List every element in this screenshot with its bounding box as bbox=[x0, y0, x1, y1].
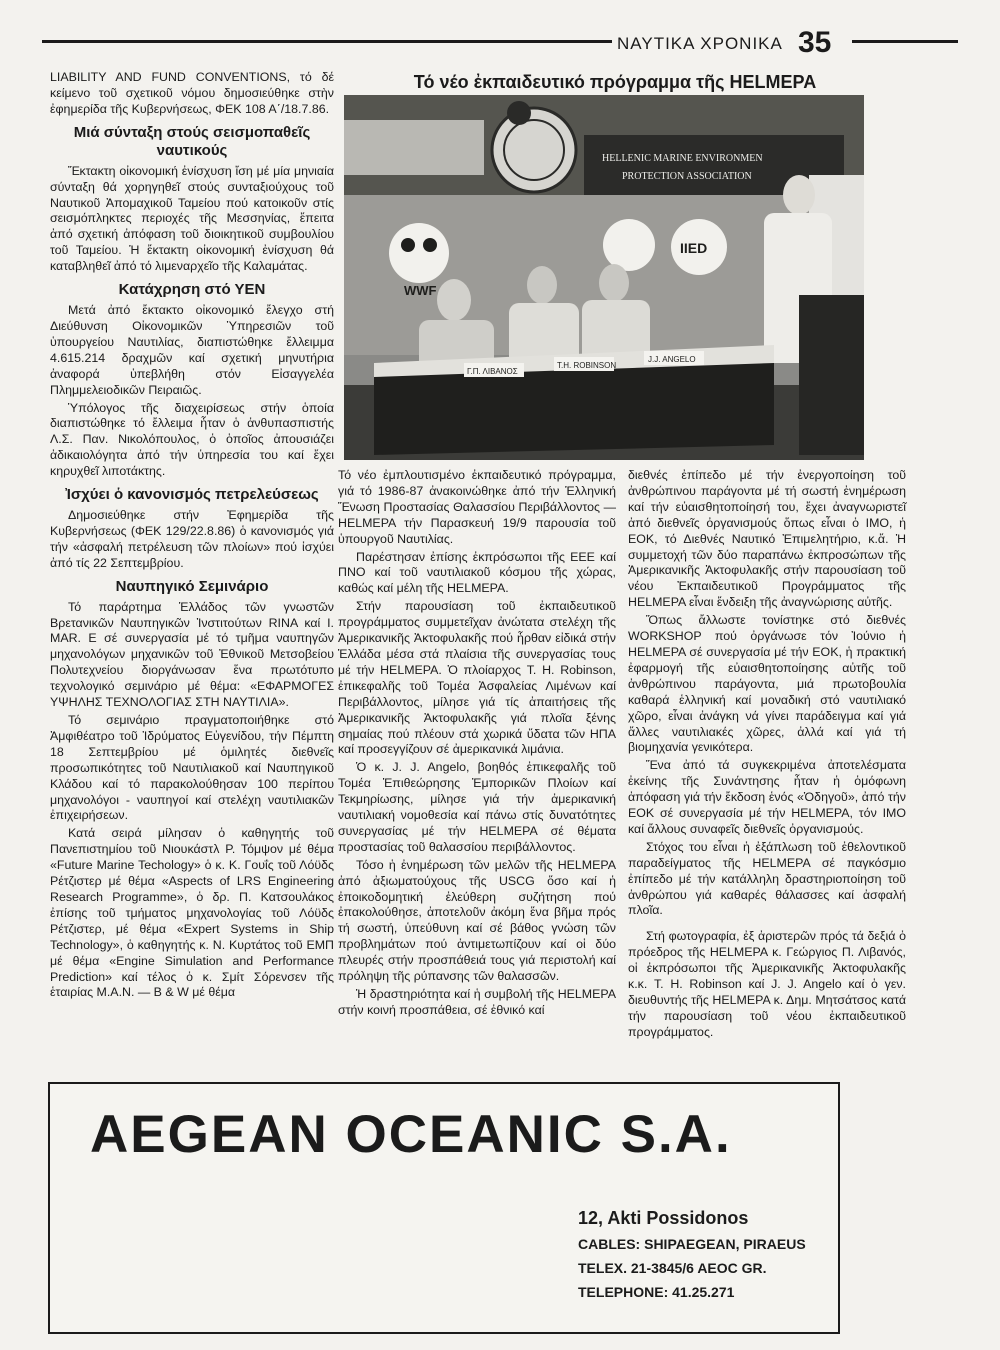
paragraph: Τό νέο ἐμπλουτισμένο ἐκπαιδευτικό πρόγραμμα, γιά τό 1986-87 ἀνακοινώθηκε ἀπό τήν Ἑλληνική Ἕνωση Προστασίας Θαλασσίου Περιβάλλοντος — HELMEPA τήν Παρασκευή 19/9 παρουσία τοῦ ὑπουργοῦ Ναυτιλίας. bbox=[338, 468, 616, 546]
placard-1-text: Γ.Π. ΛΙΒΑΝΟΣ bbox=[467, 367, 518, 376]
podium bbox=[799, 295, 864, 455]
paragraph: Δημοσιεύθηκε στήν Ἐφημερίδα τῆς Κυβερνήσεως (ΦΕΚ 129/22.8.86) ὁ κανονισμός γιά τήν «ἀσφαλή πετρέλευση τῶν πλοίων» πού ἰσχύει ἀπό τίς 22 Σεπτεμβρίου. bbox=[50, 508, 334, 570]
spotlight-icon bbox=[507, 101, 531, 125]
banner-line2: PROTECTION ASSOCIATION bbox=[622, 171, 752, 182]
person-head bbox=[527, 266, 557, 304]
paragraph: Παρέστησαν ἐπίσης ἐκπρόσωποι τῆς ΕΕΕ καί ΠΝΟ καί τοῦ ναυτιλιακοῦ κόσμου τῆς χώρας, καθώς καί μέλη τῆς HELMEPA. bbox=[338, 549, 616, 596]
conference-photo bbox=[344, 95, 864, 460]
paragraph: Στή φωτογραφία, ἐξ ἀριστερῶν πρός τά δεξιά ὁ πρόεδρος τῆς HELMEPA κ. Γεώργιος Π. Λιβανός, οἱ ἐκπρόσωποι τῆς Ἀμερικανικῆς Ἀκτοφυλακῆς κ.κ. T. H. Robinson καί J. J. Angelo καί ὁ γεν. διευθυντής τῆς HELMEPA κ. Δημ. Μητσάτσος κατά τήν παρουσίαση τοῦ νέου ἐκπαιδευτικοῦ προγράμματος. bbox=[628, 929, 906, 1039]
paragraph: Ὑπόλογος τῆς διαχειρίσεως στήν ὁποία διαπιστώθηκε τό ἔλλειμα ἦταν ὁ ἀνθυπασπιστής Λ.Σ. Παν. Νικολόπουλος, ὁ ὁποῖος ἀπουσιάζει ἀδικαιολόγητα ἀπό τήν ὑπηρεσία του καί ἔχει κηρυχθεῖ λιποτάκτης. bbox=[50, 400, 334, 479]
person-head bbox=[599, 264, 629, 302]
section-heading: Ἰσχύει ὁ κανονισμός πετρελεύσεως bbox=[65, 486, 319, 504]
wwf-panda-icon bbox=[389, 223, 449, 283]
advert-telephone: TELEPHONE: 41.25.271 bbox=[578, 1284, 735, 1300]
advert-address: 12, Akti Possidonos bbox=[578, 1208, 749, 1228]
paragraph: Μετά ἀπό ἔκτακτο οἰκονομικό ἔλεγχο στή Διεύθυνση Οἰκονομικῶν Ὑπηρεσιῶν τοῦ ὑπουργείου Ναυτιλίας, διαπιστώθηκε ἔλλειμμα 4.615.214 δραχμῶν καί σχετική μηνυτήρια ἀναφορά ὑπεβλήθη στόν Εἰσαγγελέα Πλημμελειοδικῶν Πειραιῶς. bbox=[50, 303, 334, 397]
paragraph: Τόσο ἡ ἐνημέρωση τῶν μελῶν τῆς HELMEPA ἀπό ἀξιωματούχους τῆς USCG ὅσο καί ἡ ἐποικοδομητική ἐλεύθερη συζήτηση πού ἐπακολούθησε, ἀποτελοῦν ἀκόμη ἕνα βῆμα πρός τή σωστή, ὑπεύθυνη καί σέ βάθος γνώση τῶν προβλημάτων πού ἀντιμετωπίζουν καί οἱ δύο πλευρές στήν προσπάθειά τους γιά περιστολή καί πρόληψη τῆς ρύπανσης τῶν θαλασσῶν. bbox=[338, 857, 616, 984]
paragraph: Στήν παρουσίαση τοῦ ἐκπαιδευτικοῦ προγράμματος συμμετεῖχαν ἀνώτατα στελέχη τῆς Ἀμερικανικῆς Ἀκτοφυλακῆς πού ἦρθαν εἰδικά στήν Ἑλλάδα μέσα στά πλαίσια τῆς συνεργασίας τους μέ τήν HELMEPA. Ὁ πλοίαρχος T. H. Robinson, ἐπικεφαλῆς τοῦ Τομέα Ἀσφαλείας Λιμένων καί Περιβάλλοντος, μίλησε γιά τίς ἀπαιτήσεις τῆς Ἀμερικανικῆς Ἀκτοφυλακῆς γιά πλοῖα ξένης σημαίας πού πλέουν στά χωρικά ὕδατα τῶν ΗΠΑ καί προσεγγίζουν σέ ἀμερικανικά λιμάνια. bbox=[338, 599, 616, 757]
paragraph: Κατά σειρά μίλησαν ὁ καθηγητής τοῦ Πανεπιστημίου τοῦ Νιουκάστλ Ρ. Τόμψον μέ θέμα «Future Marine Techology» ὁ κ. Κ. Γουΐς τοῦ Λόϋδς Ρέτζιστερ μέ θέμα «Aspects of LRS Engineering Research Programme», ὁ δρ. Π. Κατσουλάκος ἐπίσης τοῦ τμήματος μηχανολογίας τοῦ Λόϋδς Ρέτζιστερ, μέ θέμα «Expert Systems in Ship Technology», ὁ καθηγητής κ. Ν. Κυρτάτος τοῦ ΕΜΠ μέ θέμα «Engine Simulation and Performance Prediction» καί τέλος ὁ κ. Σμίτ Σόρενσεν τῆς ἑταιρίας Μ.Α.Ν. — Β & W μέ θέμα bbox=[50, 826, 334, 1000]
section-heading: Μιά σύνταξη στούς σεισμοπαθεῖς ναυτικούς bbox=[73, 123, 311, 159]
iied-logo-text: IIED bbox=[680, 240, 708, 256]
person-head bbox=[437, 279, 471, 321]
advert-telex: TELEX. 21-3845/6 AEOC GR. bbox=[578, 1260, 767, 1276]
advertisement-box bbox=[48, 1082, 840, 1334]
paragraph: Ὅπως ἄλλωστε τονίστηκε στό διεθνές WORKSHOP πού ὀργάνωσε τόν Ἰούνιο ἡ HELMEPA σέ συνεργασία μέ τήν ΕΟΚ, ἡ πρακτική ἐφαρμογή τῆς εὐαισθητοποίησης αὐτῆς τοῦ ἀνθρώπινου παράγοντα, μιά πρωτοβουλία καθαρά ἑλληνική καί μοναδική στό ναυτιλιακό χῶρο, εἶναι ἀνάγκη νά γίνει παράδειγμα καί γιά ἄλλες ναυτιλιακές χῶρες, ἀλλά καί γιά τή βιομηχανία γενικότερα. bbox=[628, 613, 906, 755]
paragraph: Ἕνα ἀπό τά συγκεκριμένα ἀποτελέσματα ἐκείνης τῆς Συνάντησης ἦταν ἡ ὁμόφωνη ἀπόφαση γιά τήν ἔκδοση ἑνός «Ὁδηγοῦ», ἀπό τήν ΕΟΚ σέ συνεργασία μέ τήν HELMEPA, τόν ΙΜΟ καί ἄλλους συναφεῖς διεθνεῖς ὀργανισμούς. bbox=[628, 758, 906, 836]
paragraph: Τό σεμινάριο πραγματοποιήθηκε στό Ἀμφιθέατρο τοῦ Ἱδρύματος Εὐγενίδου, τήν Πέμπτη 18 Σεπτεμβρίου μέ ὁμιλητές διεθνεῖς προσωπικότητες τοῦ Ναυτιλιακοῦ καί Ναυπηγικοῦ Κλάδου καί τό παρακολούθησαν 100 περίπου μηχανολόγοι - ναυπηγοί καί στελέχη ναυτιλιακῶν ἐπιχειρήσεων. bbox=[50, 713, 334, 823]
left-banner bbox=[344, 120, 484, 175]
paragraph: διεθνές ἐπίπεδο μέ τήν ἐνεργοποίηση τοῦ ἀνθρώπινου παράγοντα μέ τή σωστή ἐνημέρωση καί τήν εὐαισθητοποίησή του, ἔχει ἀναγνωριστεῖ ἀπό διεθνεῖς ὀργανισμούς ὅπως εἶναι ὁ ΙΜΟ, ἡ ΕΟΚ, τό Διεθνές Ναυτικό Ἐπιμελητήριο, κ.ἄ. Ἡ συμμετοχή τῶν δύο παραπάνω ἐκπροσώπων τῆς Ἀμερικανικῆς Ἀκτοφυλακῆς στήν παρουσίαση τοῦ νέου Ἐκπαιδευτικοῦ Προγράμματος τῆς HELMEPA εἶναι ἔνδειξη τῆς ἀναγνώρισης αὐτῆς. bbox=[628, 468, 906, 610]
paragraph: Ὁ κ. J. J. Angelo, βοηθός ἐπικεφαλῆς τοῦ Τομέα Ἐπιθεώρησης Ἐμπορικῶν Πλοίων καί Τεκμηρίωσης, μίλησε γιά τήν ἀμερικανική ναυτιλιακή νομοθεσία καί πάνω στίς δυνατότητες συνεργασίας μέ τήν HELMEPA σέ θέματα προστασίας τοῦ θαλασσίου περιβάλλοντος. bbox=[338, 760, 616, 854]
article-column-3 bbox=[628, 468, 906, 1043]
banner-line1: HELLENIC MARINE ENVIRONMEN bbox=[602, 153, 763, 164]
paragraph: Τό παράρτημα Ἑλλάδος τῶν γνωστῶν Βρετανικῶν Ναυπηγικῶν Ἰνστιτούτων RINA καί I. MAR. E σέ συνεργασία μέ τό τμῆμα ναυπηγῶν μηχανολόγων μηχανικῶν τοῦ Ἐθνικοῦ Μετσοβείου Πολυτεχνείου διοργάνωσαν ἕνα πρωτότυπο τεχνολογικό σεμινάριο μέ θέμα: «ΕΦΑΡΜΟΓΕΣ ΥΨΗΛΗΣ ΤΕΧΝΟΛΟΓΙΑΣ ΣΤΗ ΝΑΥΤΙΛΙΑ». bbox=[50, 599, 334, 710]
publication-name: ΝΑΥΤΙΚΑ ΧΡΟΝΙΚΑ bbox=[617, 34, 783, 53]
paragraph: Στόχος του εἶναι ἡ ἐξάπλωση τοῦ ἐθελοντικοῦ παραδείγματος τῆς HELMEPA σέ παγκόσμιο ἐπίπεδο μέ τήν κατάλληλη δραστηριοποίηση τοῦ ἀνθρώπου γιά καθαρές θάλασσες καί ἀσφαλή πλοῖα. bbox=[628, 839, 906, 918]
article-column-2 bbox=[338, 468, 616, 1021]
wwf-logo-text: WWF bbox=[404, 283, 437, 298]
header-rule-right bbox=[852, 40, 958, 43]
iucn-logo-icon bbox=[603, 219, 655, 271]
person-head bbox=[783, 175, 815, 215]
page-number: 35 bbox=[798, 26, 832, 59]
section-heading: Κατάχρηση στό ΥΕΝ bbox=[118, 281, 266, 299]
section-heading: Ναυπηγικό Σεμινάριο bbox=[115, 577, 269, 595]
advert-company: AEGEAN OCEANIC S.A. bbox=[90, 1105, 732, 1164]
placard-2-text: T.H. ROBINSON bbox=[557, 361, 617, 370]
intro-text: LIABILITY AND FUND CONVENTIONS, τό δέ κείμενο τοῦ σχετικοῦ νόμου δημοσιεύθηκε στὴν ἐφημερίδα τῆς Κυβερνήσεως, ΦΕΚ 108 Α΄/18.7.86. bbox=[50, 70, 334, 116]
paragraph: Ἔκτακτη οἰκονομική ἐνίσχυση ἴση μέ μία μηνιαία σύνταξη θά χορηγηθεῖ στούς συνταξιούχους τοῦ Ναυτικοῦ Ἀπομαχικοῦ Ταμείου πού κατοικοῦν στίς σεισμόπληκτες περιοχές τῆς Μεσσηνίας, ἔπειτα ἀπό σχετική ἀπόφαση τοῦ διοικητικοῦ συμβουλίου τοῦ Ταμείου. Ἡ ἔκτακτη οἰκονομική ἐνίσχυση θά καταβληθεῖ ἀπό τό λιμεναρχεῖο τῆς Καλαμάτας. bbox=[50, 163, 334, 274]
placard-3-text: J.J. ANGELO bbox=[648, 355, 696, 364]
paragraph: Ἡ δραστηριότητα καί ἡ συμβολή τῆς HELMEPA στήν κοινή προσπάθεια, σέ ἐθνικό καί bbox=[338, 987, 616, 1017]
advert-cables: CABLES: SHIPAEGEAN, PIRAEUS bbox=[578, 1236, 806, 1252]
left-column bbox=[50, 70, 334, 1003]
article-headline: Τό νέο ἐκπαιδευτικό πρόγραμμα τῆς HELMEPA bbox=[413, 72, 817, 92]
header-rule-left bbox=[42, 40, 612, 43]
